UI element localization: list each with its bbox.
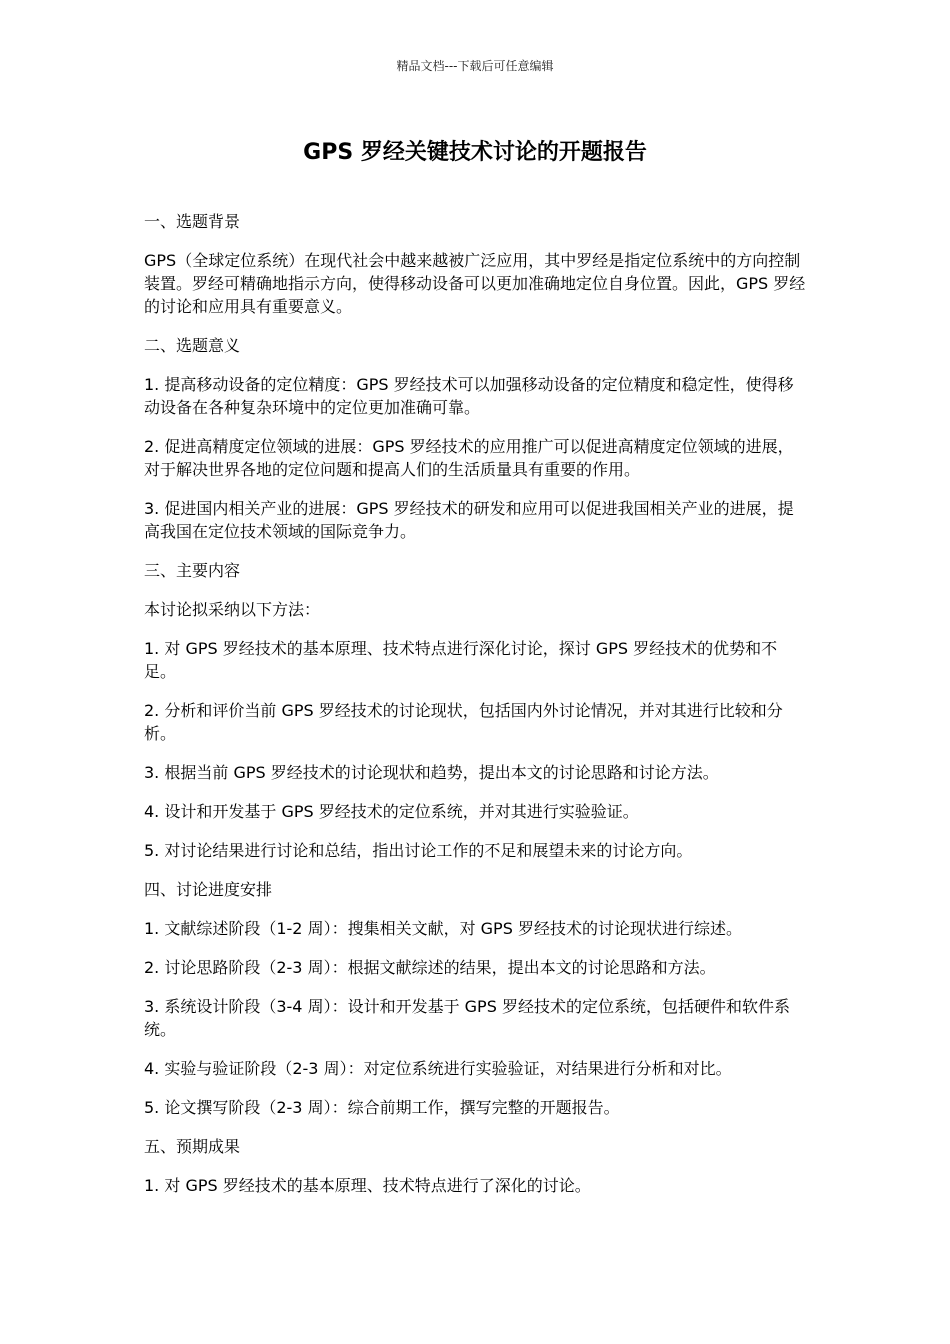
list-item-method-1: 1. 对 GPS 罗经技术的基本原理、技术特点进行深化讨论，探讨 GPS 罗经技术的优势和不足。 xyxy=(144,639,778,681)
list-item-method-5: 5. 对讨论结果进行讨论和总结，指出讨论工作的不足和展望未来的讨论方向。 xyxy=(144,841,693,860)
paragraph-methods-intro: 本讨论拟采纳以下方法： xyxy=(144,600,321,619)
list-item-outcome-1: 1. 对 GPS 罗经技术的基本原理、技术特点进行了深化的讨论。 xyxy=(144,1176,591,1195)
section-heading-content: 三、主要内容 xyxy=(144,561,241,580)
section-heading-schedule: 四、讨论进度安排 xyxy=(144,880,273,899)
list-item-schedule-2: 2. 讨论思路阶段（2-3 周）：根据文献综述的结果，提出本文的讨论思路和方法。 xyxy=(144,958,716,977)
list-item-schedule-4: 4. 实验与验证阶段（2-3 周）：对定位系统进行实验验证，对结果进行分析和对比。 xyxy=(144,1059,732,1078)
list-item-method-2: 2. 分析和评价当前 GPS 罗经技术的讨论现状，包括国内外讨论情况，并对其进行比较和分析。 xyxy=(144,701,783,743)
list-item-significance-1: 1. 提高移动设备的定位精度：GPS 罗经技术可以加强移动设备的定位精度和稳定性，使得移动设备在各种复杂环境中的定位更加准确可靠。 xyxy=(144,375,794,417)
document-body xyxy=(144,210,808,1213)
list-item-schedule-3: 3. 系统设计阶段（3-4 周）：设计和开发基于 GPS 罗经技术的定位系统，包括硬件和软件系统。 xyxy=(144,997,790,1039)
list-item-schedule-5: 5. 论文撰写阶段（2-3 周）：综合前期工作，撰写完整的开题报告。 xyxy=(144,1098,620,1117)
section-heading-outcomes: 五、预期成果 xyxy=(144,1137,241,1156)
list-item-method-4: 4. 设计和开发基于 GPS 罗经技术的定位系统，并对其进行实验验证。 xyxy=(144,802,639,821)
document-title: GPS 罗经关键技术讨论的开题报告 xyxy=(303,140,647,165)
list-item-significance-3: 3. 促进国内相关产业的进展：GPS 罗经技术的研发和应用可以促进我国相关产业的进展，提高我国在定位技术领域的国际竞争力。 xyxy=(144,499,794,541)
header-note: 精品文档---下载后可任意编辑 xyxy=(396,59,554,73)
list-item-method-3: 3. 根据当前 GPS 罗经技术的讨论现状和趋势，提出本文的讨论思路和讨论方法。 xyxy=(144,763,719,782)
list-item-schedule-1: 1. 文献综述阶段（1-2 周）：搜集相关文献，对 GPS 罗经技术的讨论现状进行综述。 xyxy=(144,919,742,938)
paragraph-background: GPS（全球定位系统）在现代社会中越来越被广泛应用，其中罗经是指定位系统中的方向控制装置。罗经可精确地指示方向，使得移动设备可以更加准确地定位自身位置。因此，GPS 罗经的讨论和应用具有重要意义。 xyxy=(144,251,806,316)
list-item-significance-2: 2. 促进高精度定位领域的进展：GPS 罗经技术的应用推广可以促进高精度定位领域的进展，对于解决世界各地的定位问题和提高人们的生活质量具有重要的作用。 xyxy=(144,437,794,479)
section-heading-significance: 二、选题意义 xyxy=(144,336,241,355)
section-heading-background: 一、选题背景 xyxy=(144,212,241,231)
